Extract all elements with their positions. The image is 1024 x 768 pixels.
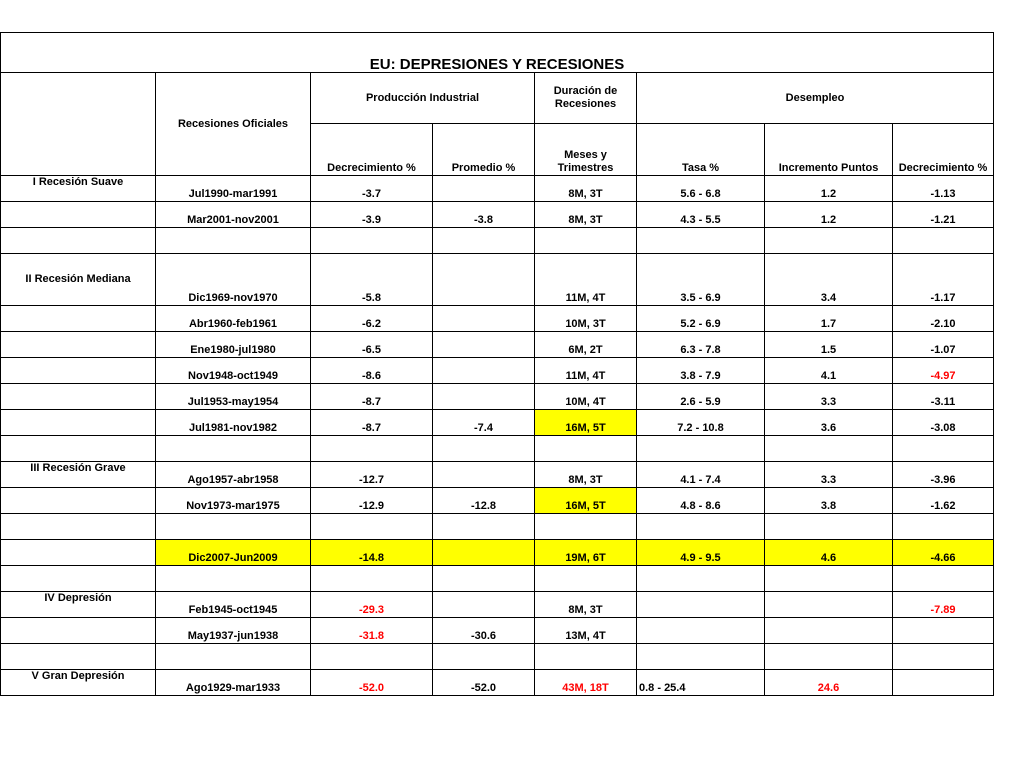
decrecimiento-cell: -8.7 [311, 384, 433, 410]
periodo-cell: Mar2001-nov2001 [156, 202, 311, 228]
table-row [1, 332, 994, 358]
periodo-cell: Ago1957-abr1958 [156, 462, 311, 488]
header-empty-cell [1, 73, 156, 176]
tasa-cell: 5.2 - 6.9 [637, 306, 765, 332]
periodo-cell: Abr1960-feb1961 [156, 306, 311, 332]
incremento-cell: 3.3 [765, 384, 893, 410]
table-row [1, 384, 994, 410]
incremento-cell: 1.5 [765, 332, 893, 358]
table-row [1, 462, 994, 488]
category-label: III Recesión Grave [1, 462, 156, 488]
tasa-cell: 3.5 - 6.9 [637, 254, 765, 306]
decrecimiento-desempleo-cell: -2.10 [893, 306, 994, 332]
table-title: EU: DEPRESIONES Y RECESIONES [1, 33, 994, 73]
header-tasa: Tasa % [637, 124, 765, 176]
table-row [1, 618, 994, 644]
table-row [1, 176, 994, 202]
promedio-cell [433, 306, 535, 332]
decrecimiento-cell: -3.9 [311, 202, 433, 228]
promedio-cell: -12.8 [433, 488, 535, 514]
decrecimiento-cell: -8.6 [311, 358, 433, 384]
decrecimiento-cell: -12.9 [311, 488, 433, 514]
spacer-row [1, 566, 994, 592]
decrecimiento-desempleo-cell: -1.07 [893, 332, 994, 358]
promedio-cell: -52.0 [433, 670, 535, 696]
duracion-cell: 6M, 2T [535, 332, 637, 358]
spacer-row [1, 644, 994, 670]
periodo-cell: Nov1973-mar1975 [156, 488, 311, 514]
promedio-cell [433, 332, 535, 358]
spacer-row [1, 514, 994, 540]
table-row [1, 358, 994, 384]
incremento-cell [765, 618, 893, 644]
tasa-cell: 0.8 - 25.4 [637, 670, 765, 696]
periodo-cell: Jul1953-may1954 [156, 384, 311, 410]
decrecimiento-desempleo-cell: -3.11 [893, 384, 994, 410]
periodo-cell: Jul1990-mar1991 [156, 176, 311, 202]
tasa-cell: 6.3 - 7.8 [637, 332, 765, 358]
decrecimiento-desempleo-cell: -3.08 [893, 410, 994, 436]
category-label: IV Depresión [1, 592, 156, 618]
decrecimiento-desempleo-cell: -4.97 [893, 358, 994, 384]
promedio-cell [433, 540, 535, 566]
decrecimiento-cell: -5.8 [311, 254, 433, 306]
duracion-cell: 19M, 6T [535, 540, 637, 566]
header-meses: Meses y Trimestres [535, 124, 637, 176]
incremento-cell [765, 592, 893, 618]
promedio-cell: -30.6 [433, 618, 535, 644]
empty-cell [1, 202, 156, 228]
duracion-cell: 16M, 5T [535, 410, 637, 436]
periodo-cell: Jul1981-nov1982 [156, 410, 311, 436]
duracion-cell: 11M, 4T [535, 358, 637, 384]
periodo-cell: Ene1980-jul1980 [156, 332, 311, 358]
promedio-cell [433, 462, 535, 488]
decrecimiento-cell: -14.8 [311, 540, 433, 566]
tasa-cell [637, 592, 765, 618]
incremento-cell: 1.2 [765, 202, 893, 228]
periodo-cell: Nov1948-oct1949 [156, 358, 311, 384]
table-row [1, 670, 994, 696]
header-promedio: Promedio % [433, 124, 535, 176]
decrecimiento-cell: -29.3 [311, 592, 433, 618]
promedio-cell [433, 358, 535, 384]
category-label: V Gran Depresión [1, 670, 156, 696]
periodo-cell: Feb1945-oct1945 [156, 592, 311, 618]
duracion-cell: 11M, 4T [535, 254, 637, 306]
decrecimiento-cell: -8.7 [311, 410, 433, 436]
header-decrecimiento-desempleo: Decrecimiento % [893, 124, 994, 176]
table-row [1, 306, 994, 332]
duracion-cell: 10M, 3T [535, 306, 637, 332]
decrecimiento-desempleo-cell: -1.13 [893, 176, 994, 202]
promedio-cell [433, 254, 535, 306]
table-row [1, 254, 994, 306]
spacer-row [1, 436, 994, 462]
incremento-cell: 3.8 [765, 488, 893, 514]
promedio-cell [433, 176, 535, 202]
decrecimiento-cell: -6.2 [311, 306, 433, 332]
periodo-cell: Dic1969-nov1970 [156, 254, 311, 306]
header-duracion: Duración de Recesiones [535, 73, 637, 124]
spacer-row [1, 228, 994, 254]
recessions-table [0, 32, 994, 696]
decrecimiento-desempleo-cell: -1.21 [893, 202, 994, 228]
incremento-cell: 24.6 [765, 670, 893, 696]
decrecimiento-cell: -6.5 [311, 332, 433, 358]
duracion-cell: 8M, 3T [535, 462, 637, 488]
duracion-cell: 8M, 3T [535, 592, 637, 618]
recessions-sheet [0, 32, 994, 696]
table-row [1, 488, 994, 514]
promedio-cell: -7.4 [433, 410, 535, 436]
tasa-cell: 4.3 - 5.5 [637, 202, 765, 228]
promedio-cell: -3.8 [433, 202, 535, 228]
table-row [1, 410, 994, 436]
tasa-cell: 5.6 - 6.8 [637, 176, 765, 202]
incremento-cell: 3.6 [765, 410, 893, 436]
decrecimiento-cell: -3.7 [311, 176, 433, 202]
tasa-cell: 4.8 - 8.6 [637, 488, 765, 514]
category-label: II Recesión Mediana [1, 254, 156, 306]
tasa-cell: 3.8 - 7.9 [637, 358, 765, 384]
decrecimiento-cell: -31.8 [311, 618, 433, 644]
header-decrecimiento: Decrecimiento % [311, 124, 433, 176]
periodo-cell: Ago1929-mar1933 [156, 670, 311, 696]
decrecimiento-desempleo-cell: -4.66 [893, 540, 994, 566]
header-produccion: Producción Industrial [311, 73, 535, 124]
duracion-cell: 8M, 3T [535, 176, 637, 202]
decrecimiento-desempleo-cell [893, 618, 994, 644]
duracion-cell: 43M, 18T [535, 670, 637, 696]
promedio-cell [433, 592, 535, 618]
duracion-cell: 10M, 4T [535, 384, 637, 410]
decrecimiento-cell: -12.7 [311, 462, 433, 488]
tasa-cell: 4.1 - 7.4 [637, 462, 765, 488]
incremento-cell: 1.7 [765, 306, 893, 332]
decrecimiento-desempleo-cell: -1.17 [893, 254, 994, 306]
tasa-cell: 2.6 - 5.9 [637, 384, 765, 410]
decrecimiento-desempleo-cell [893, 670, 994, 696]
category-label: I Recesión Suave [1, 176, 156, 202]
duracion-cell: 8M, 3T [535, 202, 637, 228]
header-desempleo: Desempleo [637, 73, 994, 124]
promedio-cell [433, 384, 535, 410]
decrecimiento-desempleo-cell: -7.89 [893, 592, 994, 618]
duracion-cell: 13M, 4T [535, 618, 637, 644]
incremento-cell: 3.4 [765, 254, 893, 306]
tasa-cell: 4.9 - 9.5 [637, 540, 765, 566]
incremento-cell: 4.6 [765, 540, 893, 566]
decrecimiento-desempleo-cell: -1.62 [893, 488, 994, 514]
periodo-cell: May1937-jun1938 [156, 618, 311, 644]
table-row-highlighted [1, 540, 994, 566]
tasa-cell [637, 618, 765, 644]
header-recesiones: Recesiones Oficiales [156, 73, 311, 176]
incremento-cell: 3.3 [765, 462, 893, 488]
incremento-cell: 4.1 [765, 358, 893, 384]
duracion-cell: 16M, 5T [535, 488, 637, 514]
header-incremento: Incremento Puntos [765, 124, 893, 176]
tasa-cell: 7.2 - 10.8 [637, 410, 765, 436]
table-row [1, 592, 994, 618]
incremento-cell: 1.2 [765, 176, 893, 202]
decrecimiento-cell: -52.0 [311, 670, 433, 696]
decrecimiento-desempleo-cell: -3.96 [893, 462, 994, 488]
periodo-cell: Dic2007-Jun2009 [156, 540, 311, 566]
table-row [1, 202, 994, 228]
